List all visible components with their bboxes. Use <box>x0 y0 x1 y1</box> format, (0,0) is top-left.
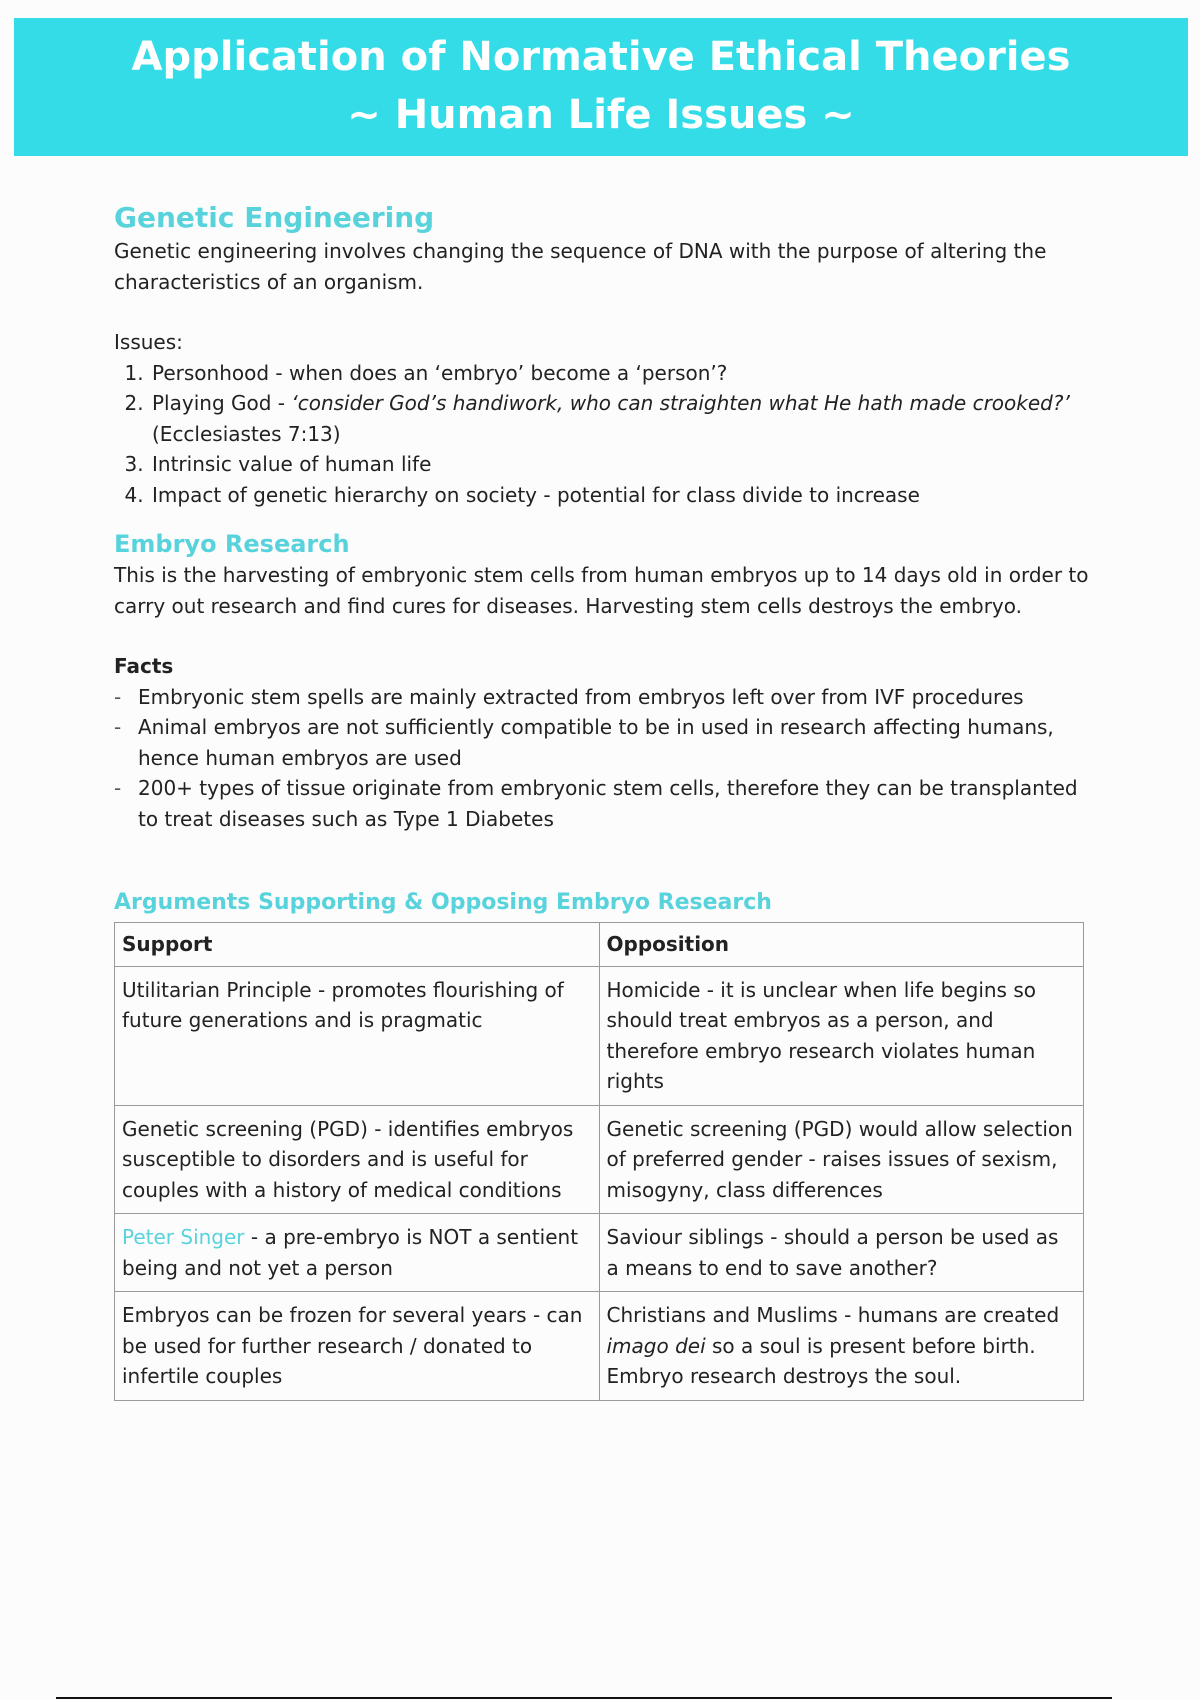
genetic-engineering-heading: Genetic Engineering <box>114 201 435 234</box>
title-line-2: ~ Human Life Issues ~ <box>347 92 855 138</box>
support-cell: Genetic screening (PGD) - identifies embryos susceptible to disorders and is useful for couples with a history of medical conditions <box>115 1105 600 1214</box>
title-banner <box>14 18 1188 156</box>
title-line-1: Application of Normative Ethical Theories <box>131 34 1071 80</box>
opposition-cell: Christians and Muslims - humans are created imago dei so a soul is present before birth. Embryo research destroys the soul. <box>599 1292 1084 1401</box>
table-row <box>115 966 1084 1105</box>
embryo-research-heading: Embryo Research <box>114 530 350 558</box>
arguments-table-title: Arguments Supporting & Opposing Embryo Research <box>114 890 772 915</box>
ecclesiastes-quote: ‘consider God’s handiwork, who can straighten what He hath made crooked?’ <box>291 391 1070 415</box>
opposition-cell: Homicide - it is unclear when life begins so should treat embryos as a person, and therefore embryo research violates human rights <box>599 966 1084 1105</box>
issues-label: Issues: <box>114 330 183 354</box>
facts-list <box>114 682 1094 835</box>
facts-label: Facts <box>114 654 174 678</box>
opposition-cell: Saviour siblings - should a person be used as a means to end to save another? <box>599 1214 1084 1292</box>
issues-list <box>114 358 1094 511</box>
embryo-research-intro: This is the harvesting of embryonic stem cells from human embryos up to 14 days old in order to carry out research and find cures for diseases. Harvesting stem cells destroys the embryo. <box>114 563 1089 618</box>
document-body <box>114 200 1094 1401</box>
list-item: - 200+ types of tissue originate from embryonic stem cells, therefore they can be transplanted to treat diseases such as Type 1 Diabetes <box>138 773 1094 834</box>
list-item: - Embryonic stem spells are mainly extracted from embryos left over from IVF procedures <box>138 682 1094 713</box>
list-item: 4. Impact of genetic hierarchy on society - potential for class divide to increase <box>150 480 1094 511</box>
bottom-divider <box>56 1697 1112 1699</box>
support-cell: Utilitarian Principle - promotes flourishing of future generations and is pragmatic <box>115 966 600 1105</box>
genetic-engineering-intro: Genetic engineering involves changing the sequence of DNA with the purpose of altering the characteristics of an organism. <box>114 239 1047 294</box>
support-column-header: Support <box>115 923 600 967</box>
list-item: 3. Intrinsic value of human life <box>150 449 1094 480</box>
support-cell: Peter Singer - a pre-embryo is NOT a sentient being and not yet a person <box>115 1214 600 1292</box>
support-cell: Embryos can be frozen for several years - can be used for further research / donated to infertile couples <box>115 1292 600 1401</box>
table-row <box>115 1105 1084 1214</box>
list-item: 1. Personhood - when does an ‘embryo’ become a ‘person’? <box>150 358 1094 389</box>
table-row <box>115 1292 1084 1401</box>
list-item: - Animal embryos are not sufficiently compatible to be in used in research affecting humans, hence human embryos are used <box>138 712 1094 773</box>
list-item: 2. Playing God - ‘consider God’s handiwork, who can straighten what He hath made crooked?’ (Ecclesiastes 7:13) <box>150 388 1094 449</box>
table-header-row <box>115 923 1084 967</box>
peter-singer-name: Peter Singer <box>122 1225 245 1249</box>
arguments-table <box>114 922 1084 1401</box>
opposition-cell: Genetic screening (PGD) would allow selection of preferred gender - raises issues of sexism, misogyny, class differences <box>599 1105 1084 1214</box>
table-row <box>115 1214 1084 1292</box>
opposition-column-header: Opposition <box>599 923 1084 967</box>
imago-dei-term: imago dei <box>606 1333 706 1358</box>
